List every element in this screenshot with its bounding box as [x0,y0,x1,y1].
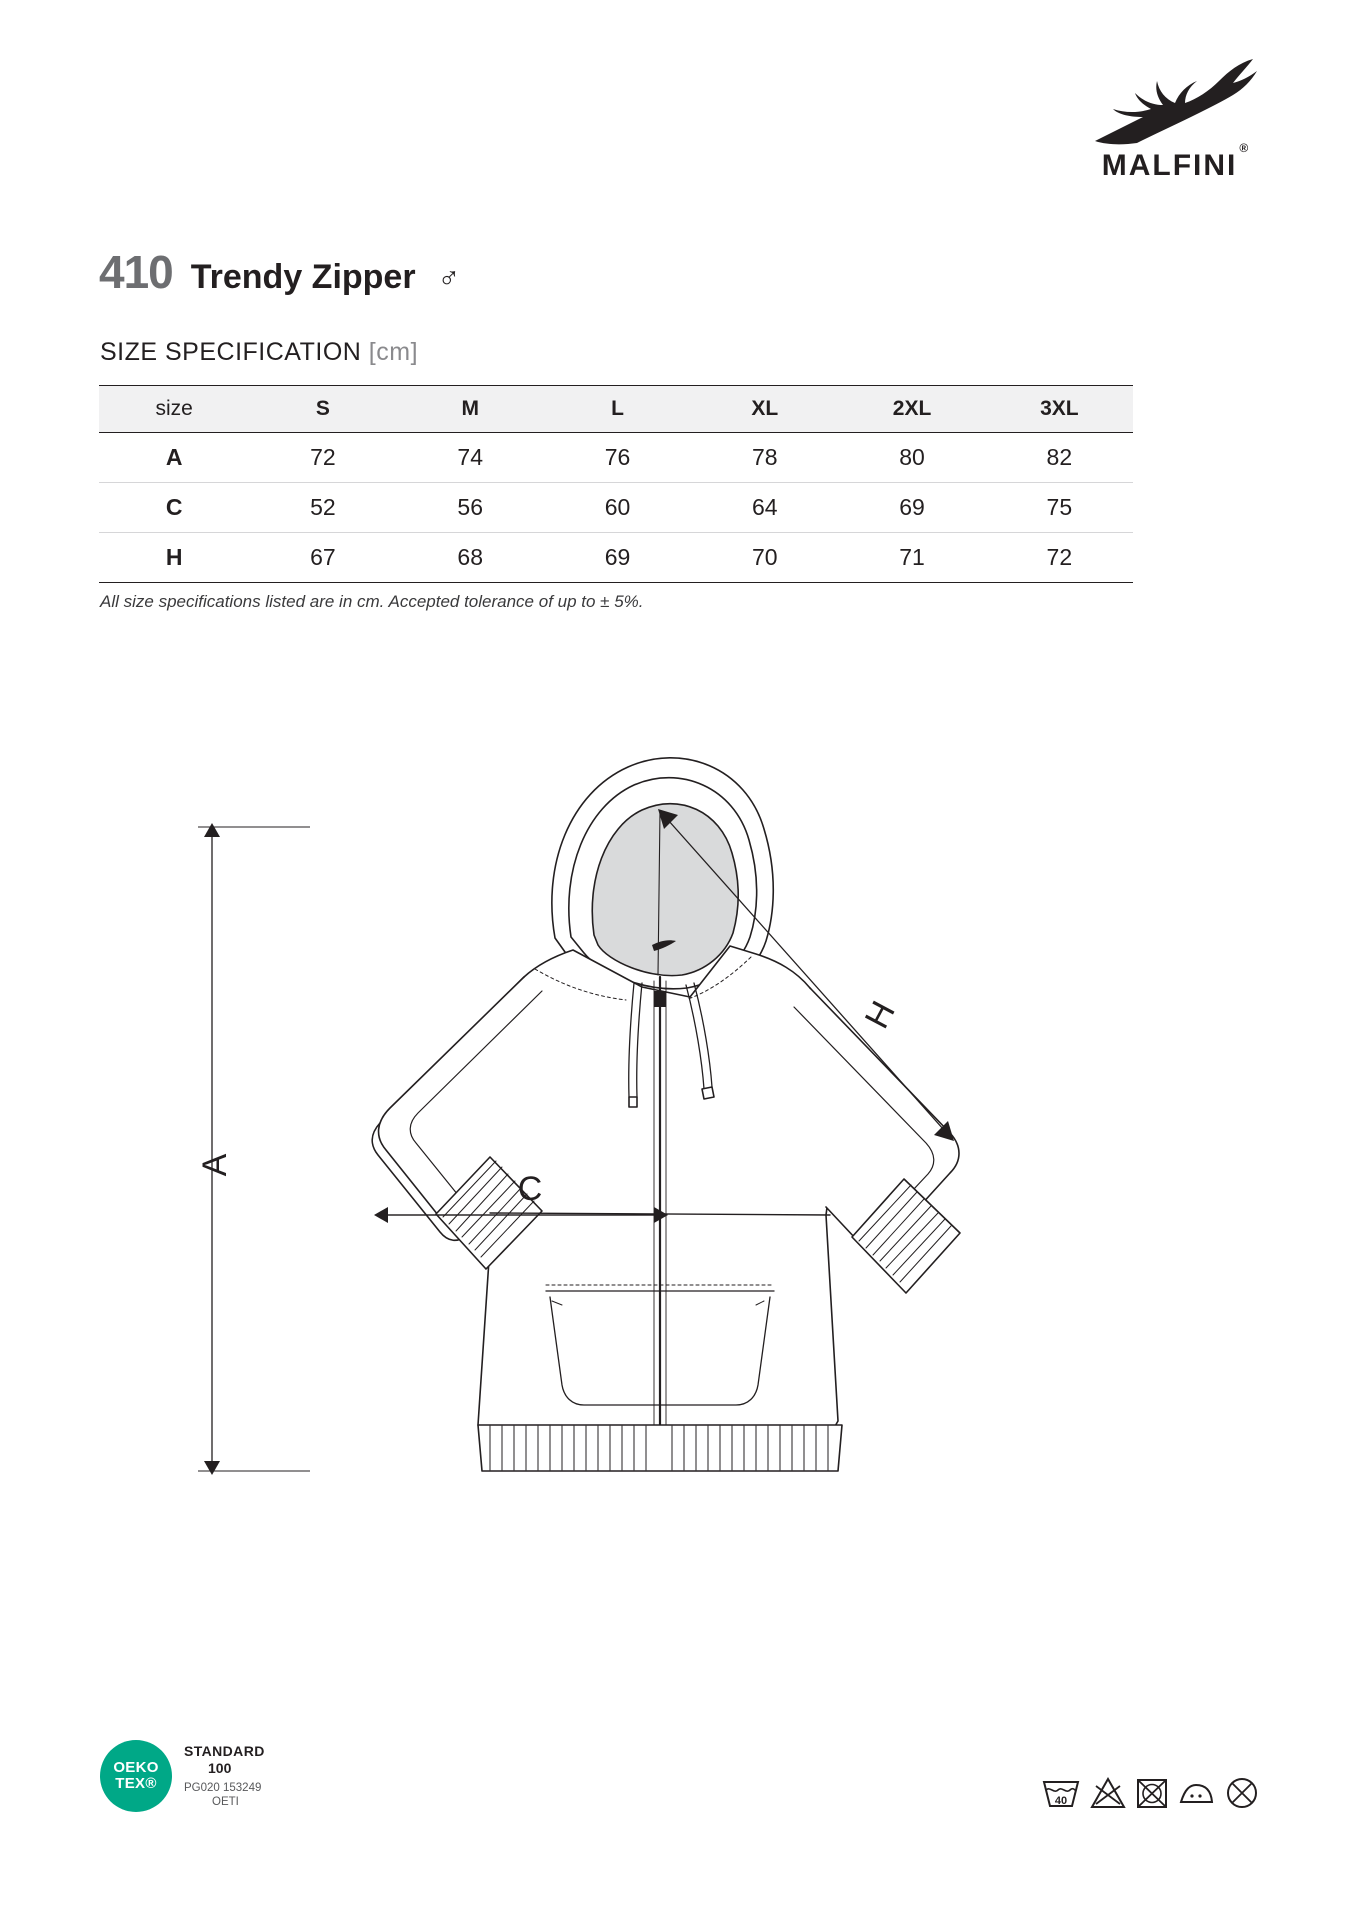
cell: 72 [249,433,396,483]
oeko-certificate-code: PG020 153249 [184,1781,262,1794]
column-header-l: L [544,386,691,433]
row-label: C [99,483,249,533]
no-bleach-icon [1090,1776,1126,1810]
oeko-tex-badge-icon [100,1740,172,1812]
page-title [99,245,460,299]
product-code: 410 [99,246,173,298]
row-label: H [99,533,249,583]
cell: 64 [691,483,838,533]
table-row [99,433,1133,483]
cell: 75 [986,483,1133,533]
iron-low-icon [1178,1778,1216,1808]
bird-logo-icon [1087,55,1263,147]
column-header-s: S [249,386,396,433]
table-row [99,533,1133,583]
product-name: Trendy Zipper [190,258,416,296]
cell: 52 [249,483,396,533]
cell: 76 [544,433,691,483]
size-specification-table [99,385,1133,583]
hoodie-diagram-icon [190,745,1190,1565]
size-spec-heading [100,338,418,367]
column-header-xl: XL [691,386,838,433]
size-spec-unit: [cm] [368,338,419,366]
oeko-standard-label: STANDARD [184,1742,265,1759]
oeko-badge-line2: TEX® [115,1775,157,1792]
measure-label-h: H [857,995,903,1035]
tolerance-note: All size specifications listed are in cm. Accepted tolerance of up to ± 5%. [100,592,644,611]
cell: 74 [397,433,544,483]
oeko-institute: OETI [212,1796,239,1808]
column-header-2xl: 2XL [838,386,985,433]
cell: 82 [986,433,1133,483]
cell: 72 [986,533,1133,583]
cell: 69 [544,533,691,583]
cell: 56 [397,483,544,533]
cell: 70 [691,533,838,583]
oeko-tex-text [184,1743,265,1810]
row-label: A [99,433,249,483]
measure-label-c: C [517,1170,543,1208]
column-header-size: size [99,386,249,433]
wash-40-icon [1041,1776,1081,1810]
cell: 71 [838,533,985,583]
oeko-badge-line1: OEKO [113,1759,159,1777]
column-header-m: M [397,386,544,433]
table-header-row [99,386,1133,433]
cell: 69 [838,483,985,533]
size-spec-heading-text: SIZE SPECIFICATION [100,338,362,366]
cell: 60 [544,483,691,533]
measure-label-a: A [196,1153,234,1177]
cell: 68 [397,533,544,583]
cell: 78 [691,433,838,483]
brand-logo [1075,55,1275,183]
no-dry-clean-icon [1225,1776,1259,1810]
brand-wordmark: MALFINI® [1101,141,1251,182]
no-tumble-dry-icon [1135,1776,1169,1810]
table-row [99,483,1133,533]
wash-temp-label: 40 [1054,1795,1068,1807]
gender-icon: ♂ [437,262,461,295]
cell: 80 [838,433,985,483]
column-header-3xl: 3XL [986,386,1133,433]
care-symbols [1041,1776,1259,1810]
oeko-standard-number: 100 [208,1760,232,1777]
cell: 67 [249,533,396,583]
product-technical-drawing [190,745,1190,1565]
oeko-tex-certification [100,1740,265,1812]
